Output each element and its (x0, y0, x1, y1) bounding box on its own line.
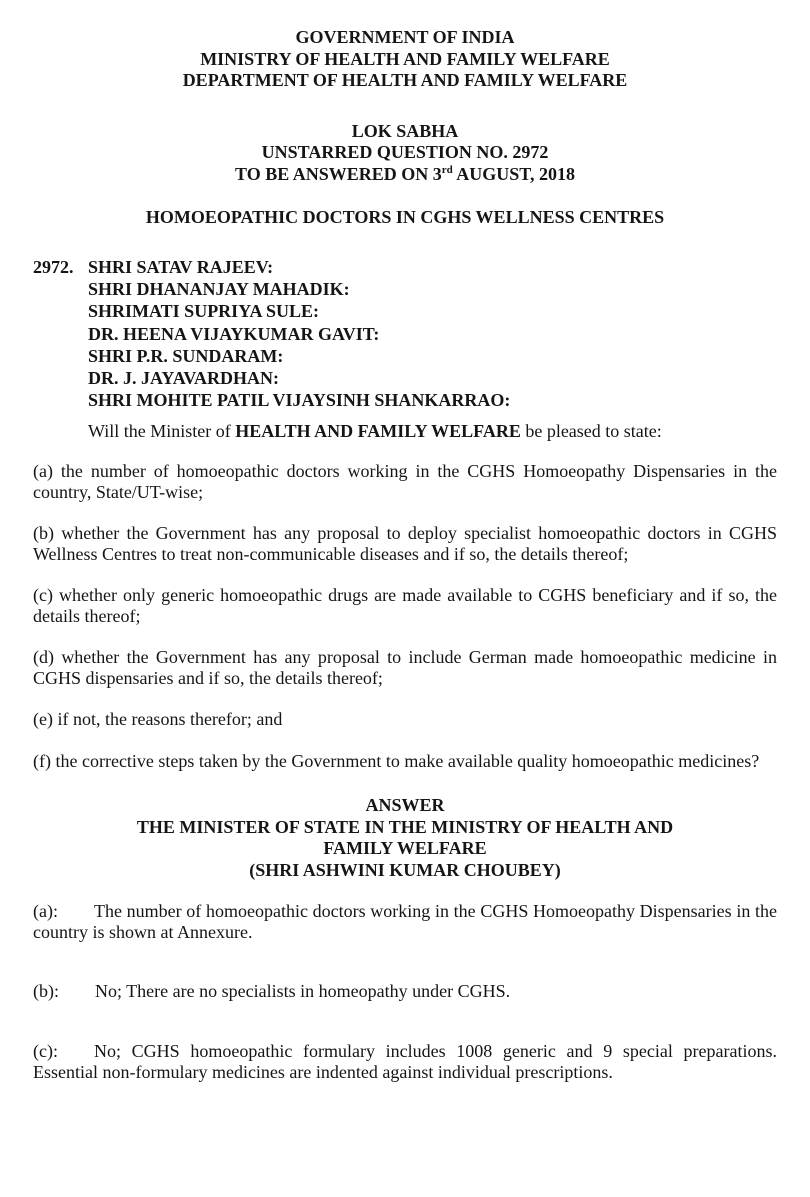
minister-title-line2: FAMILY WELFARE (323, 838, 487, 859)
member-name: DR. HEENA VIJAYKUMAR GAVIT: (88, 323, 380, 344)
preamble-ministry-bold: HEALTH AND FAMILY WELFARE (235, 421, 521, 442)
answer-response-b (33, 981, 777, 1002)
minister-title-line1: THE MINISTER OF STATE IN THE MINISTRY OF HEALTH AND (136, 816, 674, 837)
house-name: LOK SABHA (351, 120, 459, 141)
question-part-f: (f) the corrective steps taken by the Government to make available quality homoeopathic medicines? (33, 751, 760, 772)
subject-title: HOMOEOPATHIC DOCTORS IN CGHS WELLNESS CENTRES (145, 207, 665, 227)
question-part-e: (e) if not, the reasons therefor; and (33, 709, 283, 730)
question-number: 2972. (33, 257, 74, 277)
answer-title: ANSWER (365, 795, 445, 816)
member-name: SHRIMATI SUPRIYA SULE: (88, 301, 320, 322)
member-name: SHRI SATAV RAJEEV: (88, 257, 274, 277)
question-part-b: (b) whether the Government has any proposal to deploy specialist homoeopathic doctors in CGHS Wellness Centres to treat non-communicable diseases and if so, the details thereof; (33, 523, 777, 565)
answer-response-c (33, 1041, 777, 1083)
question-part-a: (a) the number of homoeopathic doctors working in the CGHS Homoeopathy Dispensaries in the country, State/UT-wise; (33, 461, 777, 503)
answer-date-line: TO BE ANSWERED ON 3rd AUGUST, 2018 (235, 163, 575, 184)
question-preamble: Will the Minister of HEALTH AND FAMILY WELFARE be pleased to state: (88, 421, 662, 442)
minister-name: (SHRI ASHWINI KUMAR CHOUBEY) (249, 859, 561, 880)
response-text: No; There are no specialists in homeopathy under CGHS. (95, 981, 511, 1002)
answer-response-a (33, 901, 777, 943)
response-text: No; CGHS homoeopathic formulary includes 1008 generic and 9 special preparations. Essential non-formulary medicines are indented against individual prescriptions. (33, 1041, 777, 1083)
letterhead (33, 27, 777, 92)
question-part-c: (c) whether only generic homoeopathic drugs are made available to CGHS beneficiary and if so, the details thereof; (33, 585, 777, 627)
member-list (88, 256, 777, 411)
letterhead-ministry-line: MINISTRY OF HEALTH AND FAMILY WELFARE (200, 48, 610, 69)
member-name: SHRI P.R. SUNDARAM: (88, 345, 284, 366)
letterhead-government-line: GOVERNMENT OF INDIA (295, 27, 515, 47)
response-label: (b): (33, 981, 59, 1002)
letterhead-department-line: DEPARTMENT OF HEALTH AND FAMILY WELFARE (182, 70, 628, 90)
question-part-d: (d) whether the Government has any proposal to include German made homoeopathic medicine in CGHS dispensaries and if so, the details thereof; (33, 647, 777, 689)
member-name: SHRI DHANANJAY MAHADIK: (88, 279, 350, 300)
member-name: DR. J. JAYAVARDHAN: (88, 368, 280, 389)
question-no-line: UNSTARRED QUESTION NO. 2972 (261, 142, 549, 162)
question-members-block (33, 256, 777, 411)
answer-heading-block (33, 795, 777, 881)
response-label: (a): (33, 901, 58, 922)
date-ordinal-superscript: rd (441, 163, 453, 176)
session-block (33, 121, 777, 186)
member-name: SHRI MOHITE PATIL VIJAYSINH SHANKARRAO: (88, 390, 511, 411)
response-text: The number of homoeopathic doctors working in the CGHS Homoeopathy Dispensaries in the country is shown at Annexure. (33, 901, 777, 943)
response-label: (c): (33, 1041, 58, 1062)
